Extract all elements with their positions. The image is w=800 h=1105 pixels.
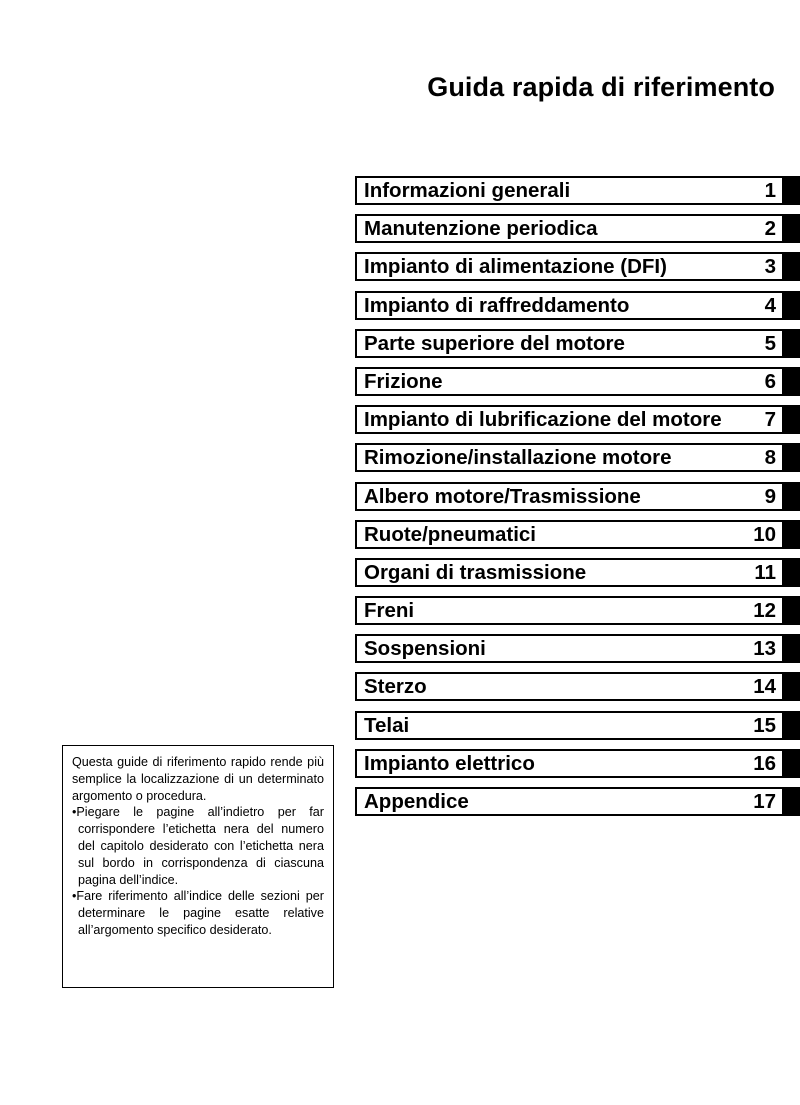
chapter-number: 2 (764, 217, 776, 241)
chapter-black-tab (784, 520, 800, 549)
chapter-item-ruote-pneumatici[interactable] (355, 520, 800, 549)
chapter-item-organi-trasmissione[interactable] (355, 558, 800, 587)
chapter-item-rimozione-installazione-motore[interactable] (355, 443, 800, 472)
chapter-label-box (355, 405, 784, 434)
chapter-label-box (355, 291, 784, 320)
chapter-black-tab (784, 329, 800, 358)
chapter-label-box (355, 749, 784, 778)
chapter-number: 4 (764, 293, 776, 317)
chapter-item-parte-superiore-motore[interactable] (355, 329, 800, 358)
chapter-item-lubrificazione-motore[interactable] (355, 405, 800, 434)
chapter-black-tab (784, 711, 800, 740)
chapter-number: 1 (764, 179, 776, 202)
chapter-black-tab (784, 252, 800, 281)
chapter-black-tab (784, 291, 800, 320)
chapter-number: 16 (753, 751, 776, 775)
chapter-black-tab (784, 482, 800, 511)
chapter-number: 9 (764, 484, 776, 508)
chapter-label: Impianto di alimentazione (DFI) (364, 255, 667, 279)
chapter-item-impianto-alimentazione[interactable] (355, 252, 800, 281)
chapter-label-box (355, 443, 784, 472)
chapter-item-impianto-elettrico[interactable] (355, 749, 800, 778)
chapter-number: 12 (753, 599, 776, 623)
chapter-number: 7 (764, 408, 776, 432)
chapter-number: 13 (753, 637, 776, 661)
chapter-item-sterzo[interactable] (355, 672, 800, 701)
chapter-number: 10 (753, 522, 776, 546)
chapter-number: 6 (764, 369, 776, 393)
chapter-label: Freni (364, 599, 415, 623)
chapter-number: 11 (754, 560, 776, 584)
chapter-label: Frizione (364, 369, 443, 393)
chapter-black-tab (784, 787, 800, 816)
chapter-label: Manutenzione periodica (364, 217, 598, 241)
chapter-black-tab (784, 634, 800, 663)
chapter-label: Parte superiore del motore (364, 331, 625, 355)
chapter-item-freni[interactable] (355, 596, 800, 625)
chapter-number: 8 (764, 446, 776, 470)
chapter-label-box (355, 329, 784, 358)
usage-instructions-box (62, 745, 334, 988)
chapter-label: Rimozione/installazione motore (364, 446, 672, 470)
chapter-label-box (355, 252, 784, 281)
chapter-label-box (355, 367, 784, 396)
chapter-label: Albero motore/Trasmissione (364, 484, 641, 508)
page-title: Guida rapida di riferimento (427, 72, 775, 102)
chapter-item-manutenzione-periodica[interactable] (355, 214, 800, 243)
chapter-label-box (355, 214, 784, 243)
chapter-black-tab (784, 596, 800, 625)
instructions-intro: Questa guide di riferimento rapido rende più semplice la localizzazione di un determinato argomento o procedura. (72, 755, 324, 803)
chapter-label: Organi di trasmissione (364, 560, 587, 584)
chapter-black-tab (784, 443, 800, 472)
chapter-label: Sterzo (364, 675, 427, 699)
chapter-black-tab (784, 367, 800, 396)
chapter-label-box (355, 176, 784, 205)
instructions-bullet-section-index: •Fare riferimento all’indice delle sezioni per determinare le pagine esatte relative all’argomento specifico desiderato. (72, 889, 324, 937)
instructions-bullet-fold-pages: •Piegare le pagine all’indietro per far corrispondere l’etichetta nera del numero del capitolo desiderato con l’etichetta nera sul bordo in corrispondenza di ciascuna pagina dell’indice. (72, 805, 324, 887)
chapter-index (355, 176, 800, 825)
chapter-black-tab (784, 749, 800, 778)
chapter-item-appendice[interactable] (355, 787, 800, 816)
chapter-black-tab (784, 672, 800, 701)
chapter-label-box (355, 787, 784, 816)
chapter-label: Telai (364, 713, 410, 737)
chapter-label: Informazioni generali (364, 179, 571, 202)
chapter-item-telai[interactable] (355, 711, 800, 740)
chapter-label: Appendice (364, 790, 469, 813)
chapter-number: 15 (753, 713, 776, 737)
chapter-label-box (355, 558, 784, 587)
chapter-label-box (355, 634, 784, 663)
chapter-item-impianto-raffreddamento[interactable] (355, 291, 800, 320)
chapter-label: Impianto elettrico (364, 751, 535, 775)
chapter-black-tab (784, 558, 800, 587)
chapter-label: Ruote/pneumatici (364, 522, 536, 546)
chapter-number: 5 (764, 331, 776, 355)
chapter-label: Impianto di lubrificazione del motore (364, 408, 722, 432)
chapter-number: 17 (753, 790, 776, 813)
chapter-label-box (355, 672, 784, 701)
chapter-label-box (355, 520, 784, 549)
chapter-label: Sospensioni (364, 637, 486, 661)
chapter-number: 14 (753, 675, 776, 699)
chapter-label: Impianto di raffreddamento (364, 293, 630, 317)
chapter-item-albero-motore-trasmissione[interactable] (355, 482, 800, 511)
chapter-label-box (355, 711, 784, 740)
chapter-label-box (355, 482, 784, 511)
chapter-black-tab (784, 176, 800, 205)
chapter-black-tab (784, 214, 800, 243)
chapter-item-informazioni-generali[interactable] (355, 176, 800, 205)
chapter-black-tab (784, 405, 800, 434)
chapter-number: 3 (764, 255, 776, 279)
chapter-label-box (355, 596, 784, 625)
chapter-item-frizione[interactable] (355, 367, 800, 396)
chapter-item-sospensioni[interactable] (355, 634, 800, 663)
